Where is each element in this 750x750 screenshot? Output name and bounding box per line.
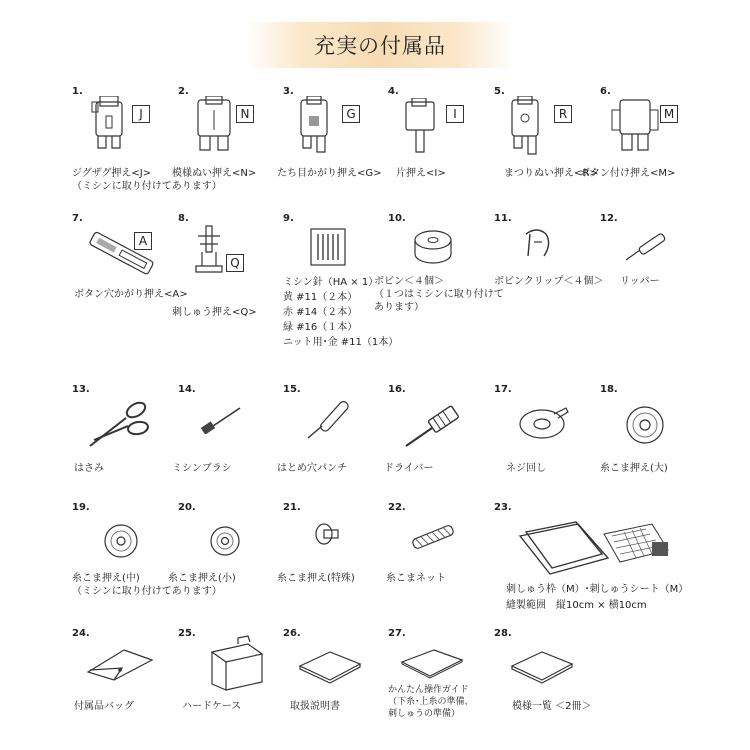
item-number: 26. <box>283 628 301 639</box>
blind-stitch-foot-icon <box>508 96 548 158</box>
item-number: 11. <box>494 213 512 224</box>
spool-cap-small-icon <box>208 524 242 558</box>
item-number: 3. <box>283 86 294 97</box>
item-caption: ボタン穴かがり押え<A> <box>74 289 188 300</box>
item-caption: ネジ回し <box>506 463 546 474</box>
item-caption: ボビンクリップ＜４個＞ <box>494 276 604 287</box>
foot-label-box: N <box>236 105 254 123</box>
item-number: 13. <box>72 384 90 395</box>
seam-ripper-icon <box>620 232 668 264</box>
embroidery-foot-icon <box>190 222 234 282</box>
bobbin-clip-icon <box>522 228 552 264</box>
item-number: 23. <box>494 502 512 513</box>
item-number: 20. <box>178 502 196 513</box>
item-caption: ミシンブラシ <box>172 463 232 474</box>
item-caption: 取扱説明書 <box>290 701 340 712</box>
item-number: 17. <box>494 384 512 395</box>
item-number: 21. <box>283 502 301 513</box>
scissors-icon <box>86 400 150 450</box>
item-caption: 糸こま押え(特殊) <box>277 573 355 584</box>
zipper-foot-icon <box>402 98 442 158</box>
item-number: 9. <box>283 213 294 224</box>
spool-cap-large-icon <box>624 404 666 446</box>
disc-screwdriver-icon <box>516 402 572 442</box>
item-caption: 模様一覧 ＜2冊＞ <box>512 701 592 712</box>
item-number: 6. <box>600 86 611 97</box>
item-number: 19. <box>72 502 90 513</box>
instruction-manual-icon <box>296 648 364 684</box>
foot-label-box: I <box>446 105 464 123</box>
item-number: 24. <box>72 628 90 639</box>
item-number: 4. <box>388 86 399 97</box>
foot-label-box: R <box>554 105 572 123</box>
item-number: 28. <box>494 628 512 639</box>
page-title: 充実の付属品 <box>314 34 446 58</box>
brush-icon <box>200 404 244 434</box>
item-caption: はさみ <box>74 463 104 474</box>
item-caption: 糸こまネット <box>386 573 446 584</box>
item-caption: かんたん操作ガイド （下糸･上糸の準備、 刺しゅうの準備） <box>388 685 474 719</box>
item-caption: 糸こま押え(小) <box>168 573 236 584</box>
item-caption: 模様ぬい押え<N> <box>172 168 257 179</box>
foot-label-box: A <box>134 232 152 250</box>
item-caption: たち目かがり押え<G> <box>277 168 382 179</box>
item-caption: ジグザグ押え<J> （ミシンに取り付けてあります） <box>72 168 222 192</box>
eyelet-punch-icon <box>302 398 354 442</box>
item-number: 18. <box>600 384 618 395</box>
item-caption: ハードケース <box>182 701 242 712</box>
item-number: 7. <box>72 213 83 224</box>
item-caption: はとめ穴パンチ <box>277 463 347 474</box>
overcasting-foot-icon <box>295 96 341 156</box>
pattern-list-booklet-icon <box>508 648 576 684</box>
item-number: 8. <box>178 213 189 224</box>
item-number: 12. <box>600 213 618 224</box>
foot-label-box: J <box>132 105 150 123</box>
item-number: 16. <box>388 384 406 395</box>
item-number: 10. <box>388 213 406 224</box>
item-number: 2. <box>178 86 189 97</box>
item-caption: ドライバー <box>384 463 434 474</box>
item-caption: 糸こま押え(大) <box>600 463 668 474</box>
item-caption: ボタン付け押え<M> <box>580 168 676 179</box>
button-sewing-foot-icon <box>608 96 668 158</box>
bobbin-icon <box>412 228 454 266</box>
embroidery-frame-icon <box>516 514 672 578</box>
screwdriver-icon <box>402 404 464 450</box>
item-caption: 刺しゅう枠（M）･刺しゅうシート（M） 縫製範囲 縦10cm × 横10cm <box>506 584 689 611</box>
item-caption: ミシン針（HA × 1） 黄 #11（２本） 赤 #14（２本） 緑 #16（１本） ニット用･金 #11（1本） <box>283 277 399 348</box>
item-number: 5. <box>494 86 505 97</box>
item-number: 22. <box>388 502 406 513</box>
foot-label-box: Q <box>226 254 244 272</box>
foot-label-box: M <box>660 105 678 123</box>
accessory-bag-icon <box>84 646 156 682</box>
foot-label-box: G <box>342 105 360 123</box>
needle-pack-icon <box>310 228 346 266</box>
page-title-banner <box>245 22 515 68</box>
item-caption: まつりぬい押え<R> <box>504 168 598 179</box>
item-caption: ボビン＜４個＞ （１つはミシンに取り付けて あります） <box>374 276 504 313</box>
item-caption: 糸こま押え(中) （ミシンに取り付けてあります） <box>72 573 222 597</box>
item-number: 25. <box>178 628 196 639</box>
quick-guide-icon <box>398 646 466 680</box>
pattern-foot-icon <box>192 96 242 156</box>
item-caption: 付属品バッグ <box>74 701 134 712</box>
item-caption: 片押え<I> <box>396 168 446 179</box>
item-number: 14. <box>178 384 196 395</box>
spool-cap-medium-icon <box>102 522 140 560</box>
spool-cap-special-icon <box>312 520 342 550</box>
spool-net-icon <box>408 520 458 554</box>
item-caption: 刺しゅう押え<Q> <box>172 307 257 318</box>
item-number: 15. <box>283 384 301 395</box>
hard-case-icon <box>204 634 266 692</box>
item-number: 1. <box>72 86 83 97</box>
item-caption: リッパー <box>620 276 660 287</box>
item-number: 27. <box>388 628 406 639</box>
